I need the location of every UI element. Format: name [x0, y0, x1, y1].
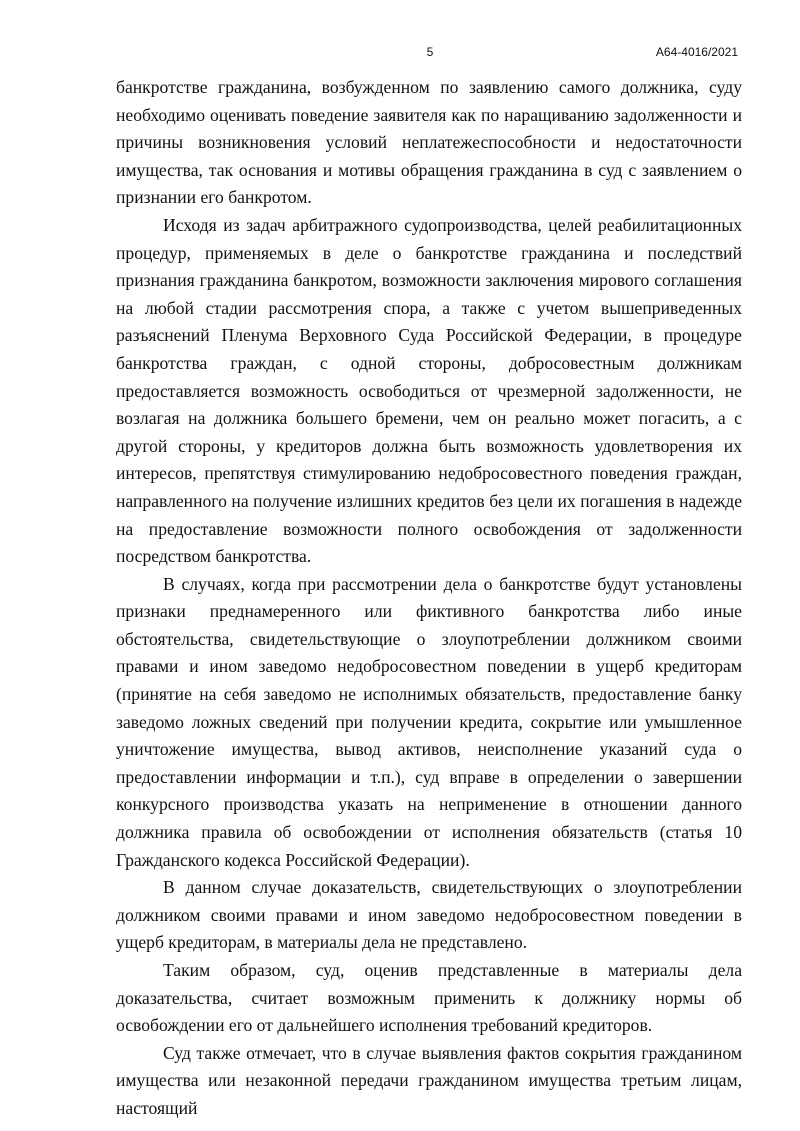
paragraph-rehabilitation-goals: Исходя из задач арбитражного судопроизводства, целей реабилитационных процедур, применяемых в деле о банкротстве гражданина и последствий признания гражданина банкротом, возможности заключения мирового соглашения на любой стадии рассмотрения спора, а также с учетом вышеприведенных разъяснений Пленума Верховного Суда Российской Федерации, в процедуре банкротства граждан, с одной стороны, добросовестным должникам предоставляется возможность освободиться от чрезмерной задолженности, не возлагая на должника большего бремени, чем он реально может погасить, а с другой стороны, у кредиторов должна быть возможность удовлетворения их интересов, препятствуя стимулированию недобросовестного поведения граждан, направленного на получение излишних кредитов без цели их погашения в надежде на предоставление возможности полного освобождения от задолженности посредством банкротства.	[116, 214, 742, 567]
paragraph-continuation: банкротстве гражданина, возбужденном по заявлению самого должника, суду необходимо оценивать поведение заявителя как по наращиванию задолженности и причины возникновения условий неплатежеспособности и недостаточности имущества, так основания и мотивы обращения гражданина в суд с заявлением о признании его банкротом.	[116, 77, 742, 208]
paragraph-abuse-cases: В случаях, когда при рассмотрении дела о банкротстве будут установлены признаки преднамеренного или фиктивного банкротства либо иные обстоятельства, свидетельствующие о злоупотреблении должником своими правами и ином заведомо недобросовестном поведении в ущерб кредиторам (принятие на себя заведомо не исполнимых обязательств, предоставление банку заведомо ложных сведений при получении кредита, сокрытие или умышленное уничтожение имущества, вывод активов, неисполнение указаний суда о предоставлении информации и т.п.), суд вправе в определении о завершении конкурсного производства указать на неприменение в отношении данного должника правила об освобождении от исполнения обязательств (статья 10 Гражданского кодекса Российской Федерации).	[116, 573, 742, 870]
document-body	[116, 74, 742, 1123]
case-number: А64-4016/2021	[655, 45, 738, 59]
paragraph-no-evidence: В данном случае доказательств, свидетельствующих о злоупотреблении должником своими правами и ином заведомо недобросовестном поведении в ущерб кредиторам, в материалы дела не представлено.	[116, 877, 742, 953]
page-number: 5	[426, 45, 434, 59]
paragraph-court-notes: Суд также отмечает, что в случае выявления фактов сокрытия гражданином имущества или незаконной передачи гражданином имущества третьим лицам, настоящий	[116, 1042, 742, 1118]
paragraph-conclusion: Таким образом, суд, оценив представленные в материалы дела доказательства, считает возможным применить к должнику нормы об освобождении его от дальнейшего исполнения требований кредиторов.	[116, 960, 742, 1036]
